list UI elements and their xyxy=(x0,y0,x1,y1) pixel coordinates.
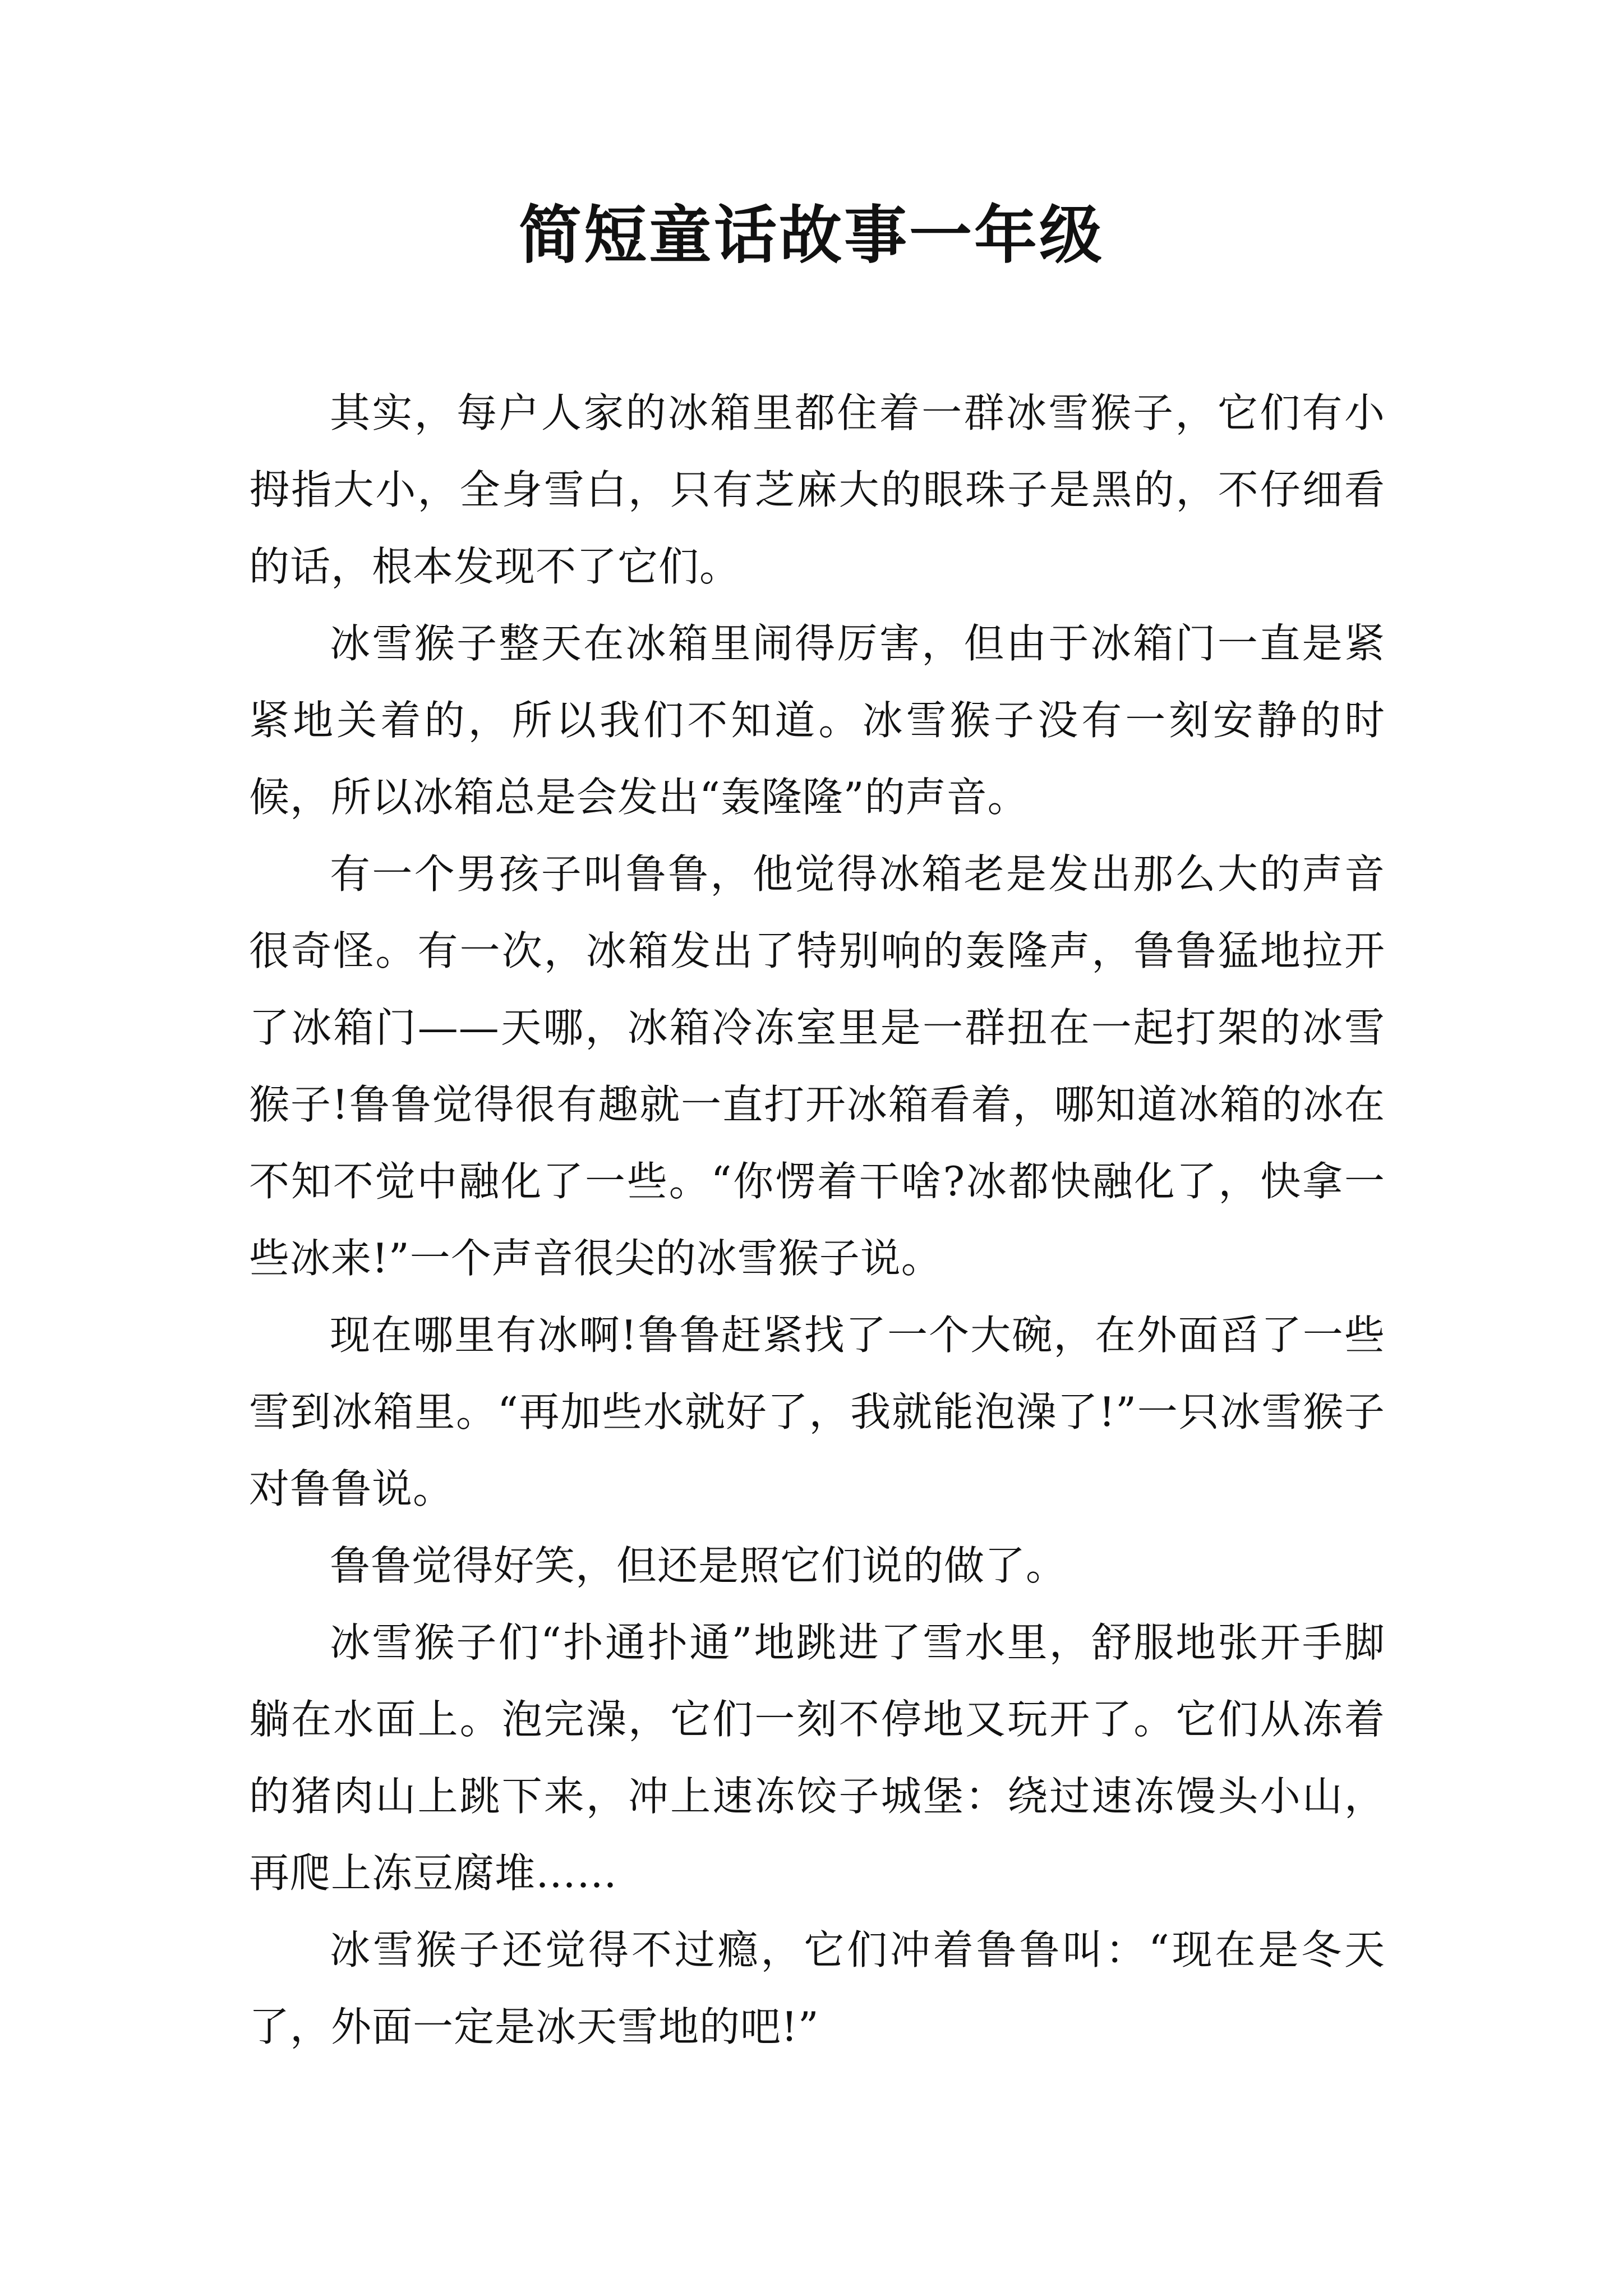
paragraph: 鲁鲁觉得好笑，但还是照它们说的做了。 xyxy=(330,1542,1067,1589)
paragraph: 冰雪猴子整天在冰箱里闹得厉害，但由于冰箱门一直是紧紧地关着的，所以我们不知道。冰雪猴子没有一刻安静的时候，所以冰箱总是会发出“轰隆隆”的声音。 xyxy=(249,620,1385,821)
document-body xyxy=(249,375,1385,2065)
paragraph: 有一个男孩子叫鲁鲁，他觉得冰箱老是发出那么大的声音很奇怪。有一次，冰箱发出了特别响的轰隆声，鲁鲁猛地拉开了冰箱门——天哪，冰箱冷冻室里是一群扭在一起打架的冰雪猴子!鲁鲁觉得很有趣就一直打开冰箱看着，哪知道冰箱的冰在不知不觉中融化了一些。“你愣着干啥?冰都快融化了，快拿一些冰来!”一个声音很尖的冰雪猴子说。 xyxy=(249,850,1385,1282)
paragraph: 冰雪猴子们“扑通扑通”地跳进了雪水里，舒服地张开手脚躺在水面上。泡完澡，它们一刻不停地又玩开了。它们从冻着的猪肉山上跳下来，冲上速冻饺子城堡：绕过速冻馒头小山，再爬上冻豆腐堆…… xyxy=(249,1619,1385,1897)
paragraph: 其实，每户人家的冰箱里都住着一群冰雪猴子，它们有小拇指大小，全身雪白，只有芝麻大的眼珠子是黑的，不仔细看的话，根本发现不了它们。 xyxy=(249,389,1385,590)
paragraph: 现在哪里有冰啊!鲁鲁赶紧找了一个大碗，在外面舀了一些雪到冰箱里。“再加些水就好了，我就能泡澡了!”一只冰雪猴子对鲁鲁说。 xyxy=(249,1312,1385,1512)
paragraph: 冰雪猴子还觉得不过瘾，它们冲着鲁鲁叫：“现在是冬天了，外面一定是冰天雪地的吧!” xyxy=(249,1926,1385,2050)
document-title: 简短童话故事一年级 xyxy=(519,199,1104,272)
